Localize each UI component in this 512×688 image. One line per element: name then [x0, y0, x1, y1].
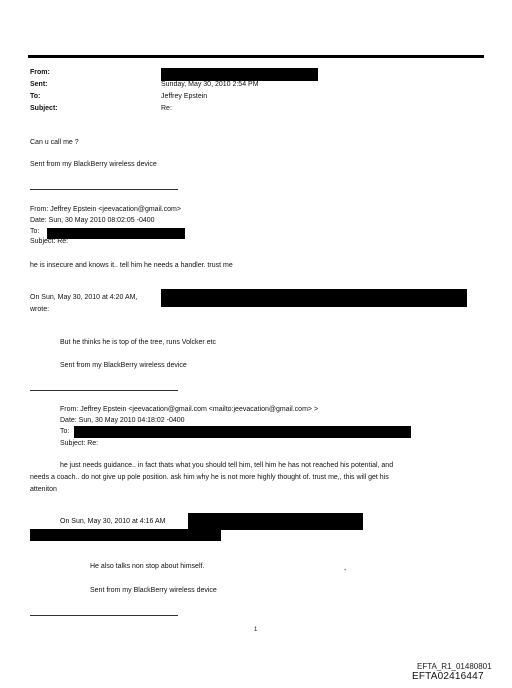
redaction-message3-to: [74, 426, 411, 438]
sent-value: Sunday, May 30, 2010 2:54 PM: [161, 81, 259, 88]
quote1-body: But he thinks he is top of the tree, runs Volcker etc: [60, 339, 217, 346]
message1-body: Can u call me ?: [30, 139, 79, 146]
redaction-from: [161, 68, 318, 81]
message1-signature: Sent from my BlackBerry wireless device: [30, 161, 157, 168]
quote1-signature: Sent from my BlackBerry wireless device: [60, 362, 187, 369]
quote2-on-line: On Sun, May 30, 2010 at 4:16 AM: [60, 518, 166, 525]
redaction-quote2-sender-a: [188, 513, 363, 530]
redaction-quote2-sender-b: [30, 529, 221, 541]
footer-reference-1: EFTA_R1_01480801: [417, 662, 492, 671]
message2-to: To:: [30, 228, 40, 235]
subject-label: Subject:: [30, 105, 58, 112]
subject-value: Re:: [161, 105, 172, 112]
message2-subject: Subject: Re:: [30, 238, 69, 245]
from-label: From:: [30, 69, 50, 76]
message2-date: Date: Sun, 30 May 2010 08:02:05 -0400: [30, 217, 155, 224]
quote1-wrote: wrote:: [30, 306, 50, 313]
message2-from: From: Jeffrey Epstein <jeevacation@gmail.com>: [30, 206, 181, 213]
to-label: To:: [30, 93, 41, 100]
message3-body-line1: he just needs guidance.. in fact thats what you should tell him, tell him he has not reached his potential, and: [60, 462, 394, 469]
separator-1: [30, 189, 178, 190]
separator-2: [30, 390, 178, 391]
to-value: Jeffrey Epstein: [161, 93, 208, 100]
footer-reference-2: EFTA02416447: [412, 671, 484, 682]
message3-body-line3: atteniton: [30, 486, 57, 493]
message3-to: To:: [60, 428, 70, 435]
message3-date: Date: Sun, 30 May 2010 04:18:02 -0400: [60, 417, 185, 424]
quote2-mark: -: [344, 567, 347, 574]
quote1-on-line: On Sun, May 30, 2010 at 4:20 AM,: [30, 294, 138, 301]
top-rule: [28, 55, 484, 58]
message3-subject: Subject: Re:: [60, 440, 99, 447]
quote2-signature: Sent from my BlackBerry wireless device: [90, 587, 217, 594]
message3-from: From: Jeffrey Epstein <jeevacation@gmail.com <mailto:jeevacation@gmail.com> >: [60, 406, 319, 413]
message2-body: he is insecure and knows it.. tell him he needs a handler. trust me: [30, 262, 233, 269]
quote2-body: He also talks non stop about himself.: [90, 563, 205, 570]
message3-body-line2: needs a coach.. do not give up pole position. ask him why he is not more highly thought of. trust me,, this will get his: [30, 474, 389, 481]
page-number: 1: [254, 627, 258, 633]
redaction-quote1-sender: [161, 289, 467, 307]
separator-3: [30, 615, 178, 616]
sent-label: Sent:: [30, 81, 48, 88]
